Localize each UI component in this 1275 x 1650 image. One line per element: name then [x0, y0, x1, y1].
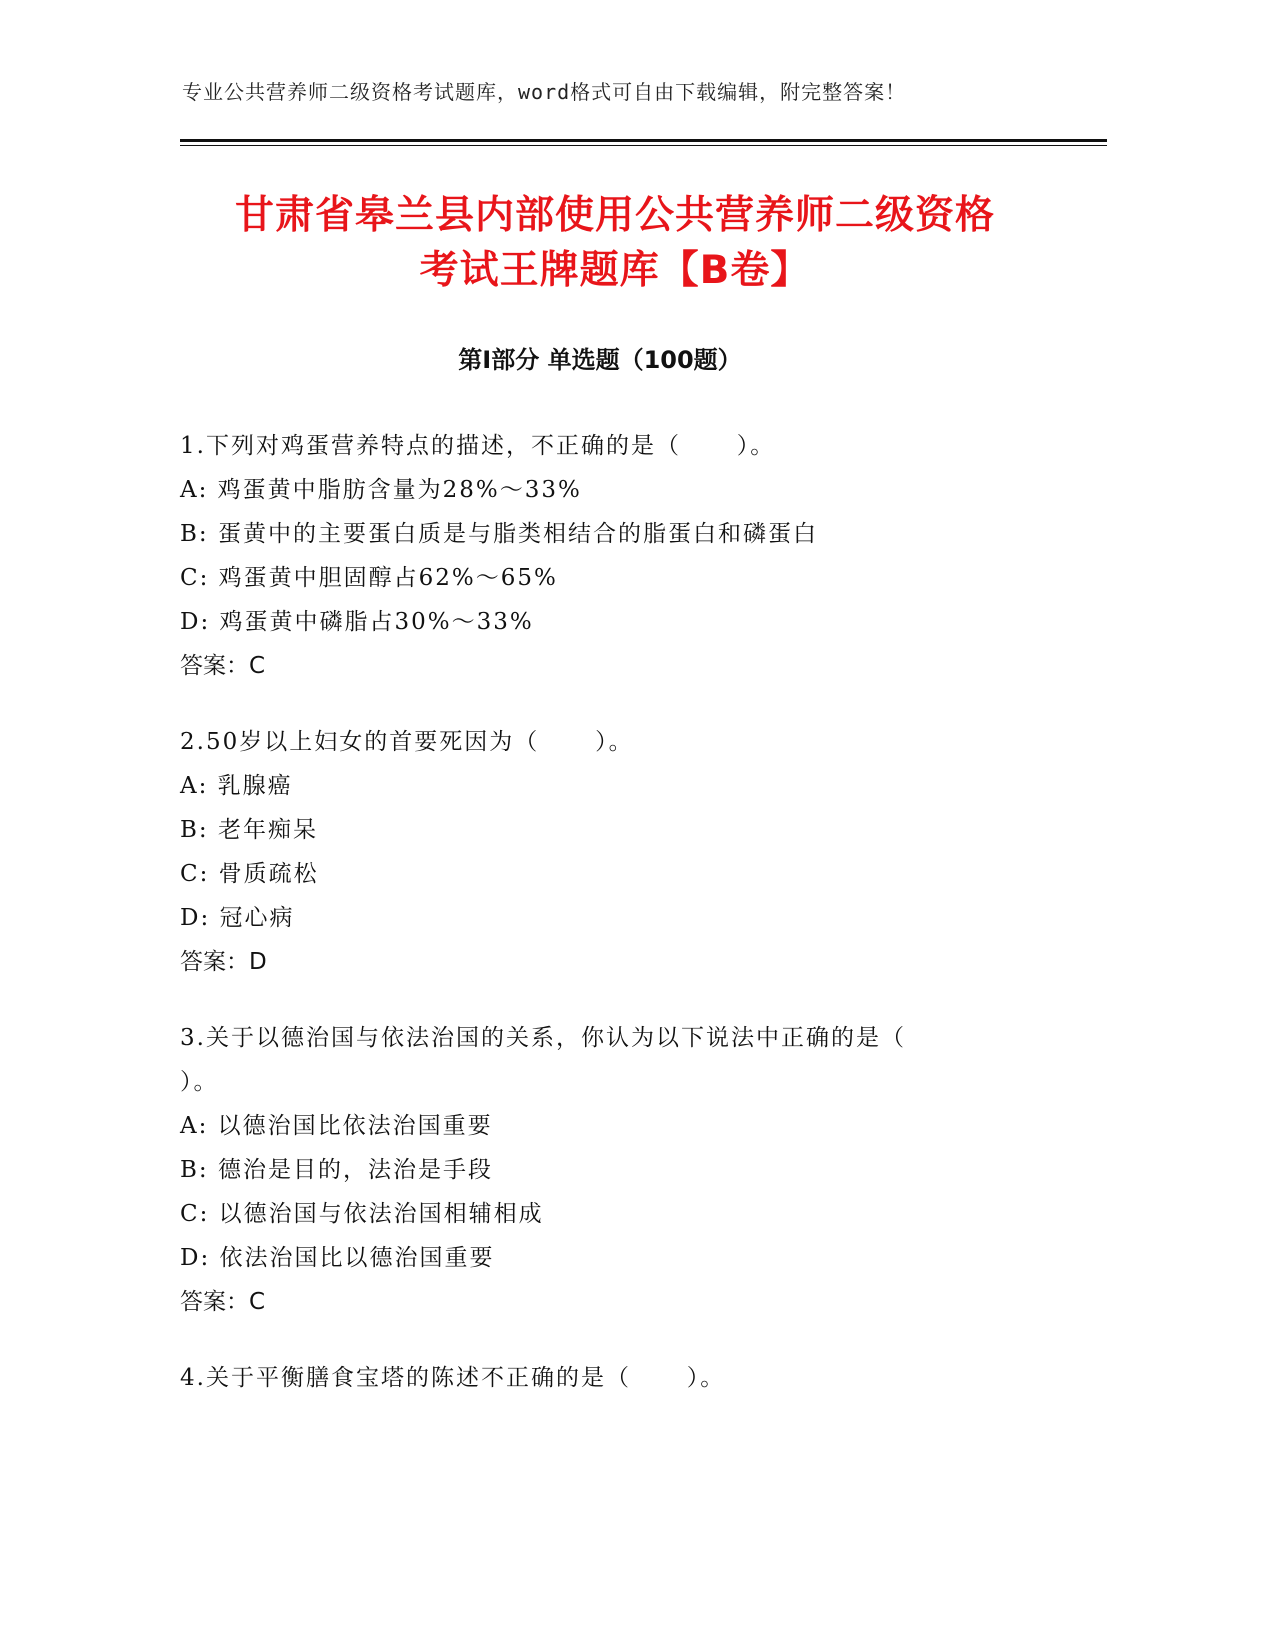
question-1: [180, 424, 1060, 688]
question-stem: 2.50岁以上妇女的首要死因为（ ）。: [180, 729, 634, 755]
question-2: [180, 720, 1060, 984]
question-stem: 1.下列对鸡蛋营养特点的描述，不正确的是（ ）。: [180, 433, 776, 459]
option-c: C: 鸡蛋黄中胆固醇占62%～65%: [180, 565, 558, 591]
title-line-1: 甘肃省皋兰县内部使用公共营养师二级资格: [234, 193, 995, 238]
header-note: 专业公共营养师二级资格考试题库，word格式可自由下载编辑，附完整答案！: [182, 80, 907, 104]
option-d: D: 鸡蛋黄中磷脂占30%～33%: [180, 609, 534, 635]
option-b: B: 蛋黄中的主要蛋白质是与脂类相结合的脂蛋白和磷蛋白: [180, 521, 818, 547]
question-stem: 3.关于以德治国与依法治国的关系，你认为以下说法中正确的是（: [180, 1025, 906, 1051]
option-a: A: 乳腺癌: [180, 773, 293, 799]
answer-label: 答案：C: [180, 1289, 266, 1315]
option-a: A: 以德治国比依法治国重要: [180, 1113, 493, 1139]
answer-label: 答案：D: [180, 949, 267, 975]
document-title: [150, 188, 1080, 298]
option-d: D: 依法治国比以德治国重要: [180, 1245, 495, 1271]
answer-label: 答案：C: [180, 653, 266, 679]
title-line-2: 考试王牌题库【B卷】: [419, 248, 811, 293]
option-c: C: 骨质疏松: [180, 861, 319, 887]
section-heading: 第Ⅰ部分 单选题（100题）: [458, 346, 742, 374]
header-divider-thin: [180, 145, 1107, 146]
question-stem-continued: ）。: [180, 1069, 219, 1095]
option-b: B: 老年痴呆: [180, 817, 318, 843]
question-list: [180, 424, 1060, 1432]
question-4: [180, 1356, 1060, 1400]
option-a: A: 鸡蛋黄中脂肪含量为28%～33%: [180, 477, 582, 503]
option-b: B: 德治是目的，法治是手段: [180, 1157, 493, 1183]
header-divider-thick: [180, 139, 1107, 142]
option-d: D: 冠心病: [180, 905, 295, 931]
option-c: C: 以德治国与依法治国相辅相成: [180, 1201, 544, 1227]
question-stem: 4.关于平衡膳食宝塔的陈述不正确的是（ ）。: [180, 1365, 726, 1391]
question-3: [180, 1016, 1060, 1324]
